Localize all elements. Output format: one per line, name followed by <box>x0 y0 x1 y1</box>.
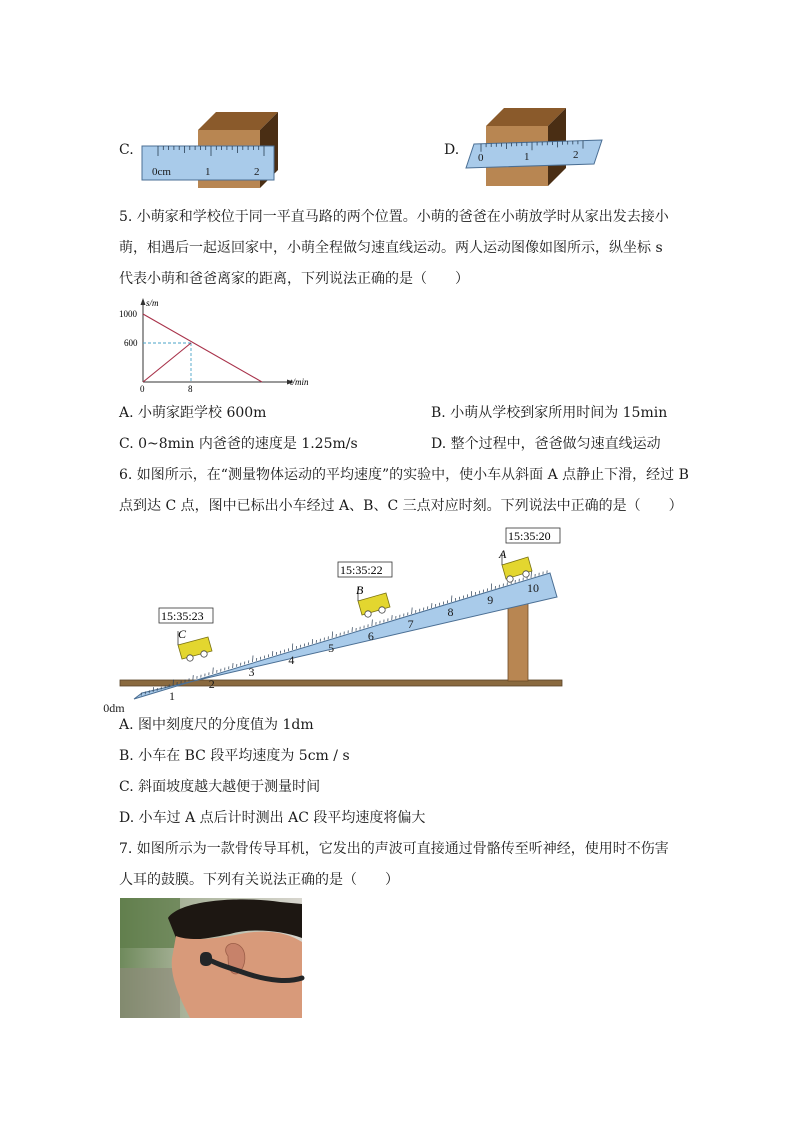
point-a-label: A <box>499 547 507 561</box>
q5-distance-time-graph <box>112 296 322 392</box>
ruler-label: 1 <box>169 689 175 703</box>
q5-stem-line3: 代表小萌和爸爸离家的距离，下列说法正确的是（ ） <box>119 271 469 287</box>
ruler-label: 2 <box>254 166 260 178</box>
ruler-label: 0dm <box>103 701 125 715</box>
point-b-label: B <box>356 583 364 597</box>
q6-option-d: D. 小车过 A 点后计时测出 AC 段平均速度将偏大 <box>119 810 426 826</box>
ruler-label: 0cm <box>152 166 171 178</box>
option-d-figure <box>462 106 608 190</box>
ruler-label: 0 <box>478 152 484 164</box>
ruler-label: 2 <box>573 149 579 161</box>
y-tick-label: 1000 <box>119 309 137 319</box>
option-d-letter: D. <box>444 142 460 158</box>
bone-conduction-headphone-photo <box>120 898 302 1018</box>
option-c-figure <box>140 108 282 190</box>
ruler-label: 7 <box>407 617 414 631</box>
ruler-label: 1 <box>524 151 530 163</box>
cart-a <box>502 557 532 582</box>
q6-stem-line1: 6. 如图所示，在“测量物体运动的平均速度”的实验中，使小车从斜面 A 点静止下滑，经过 B <box>119 467 689 483</box>
q6-option-c: C. 斜面坡度越大越便于测量时间 <box>119 779 321 795</box>
y-axis-label: s/m <box>146 298 159 308</box>
xiaomeng-line <box>143 314 262 382</box>
time-b: 15:35:22 <box>340 563 383 577</box>
ruler-label: 3 <box>248 665 255 679</box>
ruler-label: 2 <box>208 677 215 691</box>
ruler-label: 6 <box>367 629 374 643</box>
ruler-label: 9 <box>487 593 494 607</box>
ruler-label: 1 <box>205 166 211 178</box>
father-line <box>143 343 191 382</box>
ruler-label: 8 <box>447 605 454 619</box>
time-c: 15:35:23 <box>161 609 204 623</box>
ruler-label: 5 <box>328 641 335 655</box>
headphone-pad <box>200 952 212 966</box>
x-tick-label: 0 <box>140 384 145 394</box>
y-tick-label: 600 <box>124 338 138 348</box>
q5-option-c: C. 0~8min 内爸爸的速度是 1.25m/s <box>119 436 358 452</box>
q6-stem-line2: 点到达 C 点，图中已标出小车经过 A、B、C 三点对应时刻。下列说法中正确的是（ ） <box>119 498 683 514</box>
q5-stem-line2: 萌，相遇后一起返回家中，小萌全程做匀速直线运动。两人运动图像如图所示，纵坐标 s <box>119 240 663 256</box>
time-a: 15:35:20 <box>508 529 551 543</box>
q6-option-b: B. 小车在 BC 段平均速度为 5cm / s <box>119 748 350 764</box>
point-c-label: C <box>178 627 187 641</box>
x-tick-label: 8 <box>188 384 193 394</box>
q7-stem-line2: 人耳的鼓膜。下列有关说法正确的是（ ） <box>119 872 399 888</box>
ruler-label: 10 <box>527 581 539 595</box>
option-c-letter: C. <box>119 142 134 158</box>
q5-option-b: B. 小萌从学校到家所用时间为 15min <box>431 405 668 421</box>
q5-stem-line1: 5. 小萌家和学校位于同一平直马路的两个位置。小萌的爸爸在小萌放学时从家出发去接小 <box>119 209 669 225</box>
q6-incline-diagram <box>103 525 568 715</box>
q7-stem-line1: 7. 如图所示为一款骨传导耳机，它发出的声波可直接通过骨骼传至听神经，使用时不伤害 <box>119 841 669 857</box>
ruler-label: 4 <box>288 653 295 667</box>
q5-option-a: A. 小萌家距学校 600m <box>119 405 267 421</box>
q6-option-a: A. 图中刻度尺的分度值为 1dm <box>119 717 314 733</box>
support-post <box>508 603 528 681</box>
x-axis-label: t/min <box>290 377 309 387</box>
q5-option-d: D. 整个过程中，爸爸做匀速直线运动 <box>431 436 661 452</box>
